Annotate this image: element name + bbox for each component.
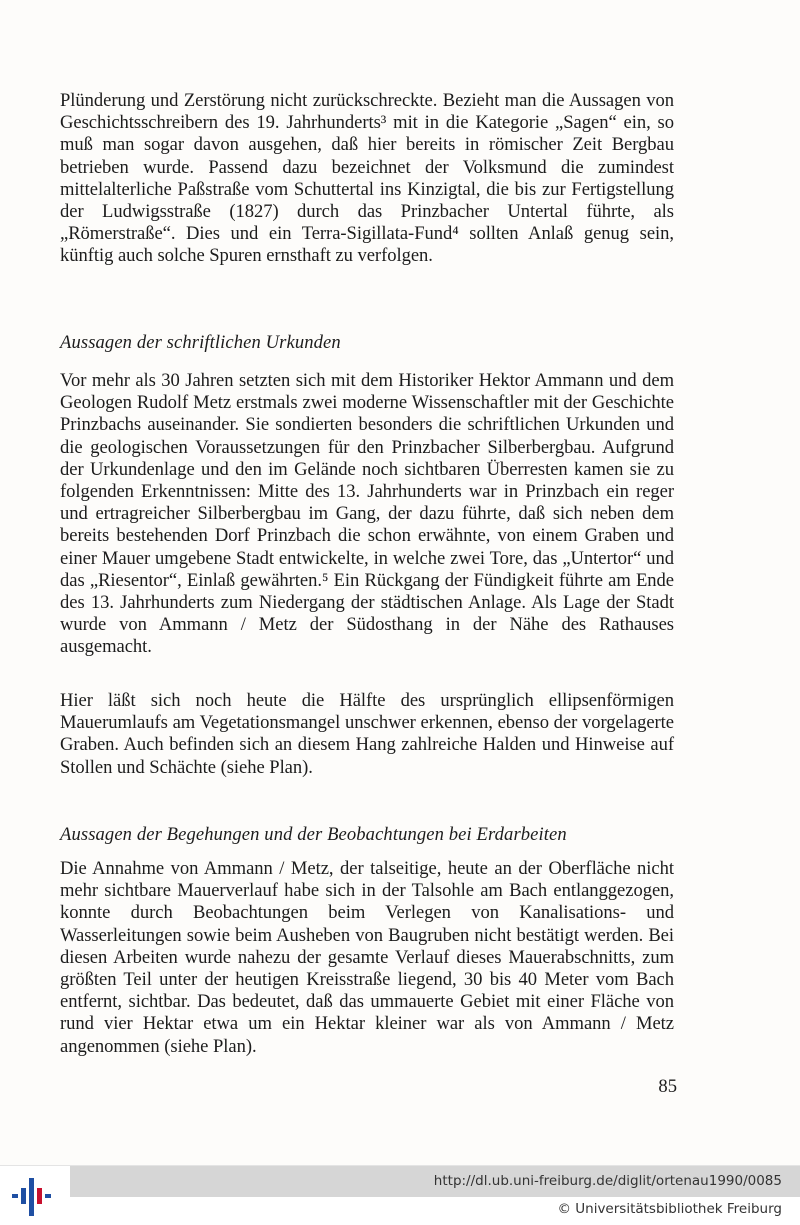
paragraph-4 (60, 858, 674, 1058)
paragraph-2-text: Vor mehr als 30 Jahren setzten sich mit dem Historiker Hektor Ammann und dem Geologen Rudolf Metz erstmals zwei moderne Wissenschaftler mit der Geschichte Prinzbachs auseinander. Sie sondierten besonders die schriftlichen Urkunden und die geologischen Voraussetzungen für den Prinzbacher Silberbergbau. Aufgrund der Urkundenlage und den im Gelände noch sichtbaren Überresten kamen sie zu folgenden Erkenntnissen: Mitte des 13. Jahrhunderts war in Prinzbach ein reger und ertragreicher Silberbergbau im Gang, der dazu führte, daß sich neben dem bereits bestehenden Dorf Prinzbach die schon erwähnte, von einem Graben und einer Mauer umgebene Stadt entwickelte, in welche zwei Tore, das „Untertor“ und das „Riesentor“, Einlaß gewährten.⁵ Ein Rückgang der Fündigkeit führte am Ende des 13. Jahrhunderts zum Niedergang der städtischen Anlage. Als Lage der Stadt wurde von Ammann / Metz der Südosthang in der Nähe des Rathauses ausgemacht. (60, 370, 674, 658)
paragraph-3 (60, 690, 674, 779)
section-heading-urkunden (60, 332, 674, 354)
paragraph-1-text: Plünderung und Zerstörung nicht zurückschreckte. Bezieht man die Aussagen von Geschichtsschreibern des 19. Jahrhunderts³ mit in die Kategorie „Sagen“ ein, so muß man sogar davon ausgehen, daß hier bereits in römischer Zeit Bergbau betrieben wurde. Passend dazu bezeichnet der Volksmund die zumindest mittelalterliche Paßstraße vom Schuttertal ins Kinzigtal, die bis zur Fertigstellung der Ludwigsstraße (1827) durch das Prinzbacher Untertal führte, als „Römerstraße“. Dies und ein Terra-Sigillata-Fund⁴ sollten Anlaß genug sein, künftig auch solche Spuren ernsthaft zu verfolgen. (60, 90, 674, 267)
paragraph-2 (60, 370, 674, 659)
footer-url-link[interactable]: http://dl.ub.uni-freiburg.de/diglit/ortenau1990/0085 (433, 1173, 782, 1189)
footer-bar (0, 1165, 800, 1225)
section-heading-urkunden-text: Aussagen der schriftlichen Urkunden (60, 332, 341, 353)
page-number: 85 (658, 1076, 677, 1097)
section-heading-begehungen-text: Aussagen der Begehungen und der Beobachtungen bei Erdarbeiten (60, 824, 567, 845)
section-heading-begehungen (60, 824, 674, 846)
footer-copyright: © Universitätsbibliothek Freiburg (557, 1201, 782, 1217)
paragraph-3-text: Hier läßt sich noch heute die Hälfte des ursprünglich ellipsenförmigen Mauerumlaufs am Vegetationsmangel unschwer erkennen, ebenso der vorgelagerte Graben. Auch befinden sich an diesem Hang zahlreiche Halden und Hinweise auf Stollen und Schächte (siehe Plan). (60, 690, 674, 778)
ub-freiburg-logo-icon (8, 1174, 54, 1220)
paragraph-1 (60, 90, 674, 268)
paragraph-4-text: Die Annahme von Ammann / Metz, der talseitige, heute an der Oberfläche nicht mehr sichtbare Mauerverlauf habe sich in der Talsohle am Bach entlanggezogen, konnte durch Beobachtungen beim Verlegen von Kanalisations- und Wasserleitungen sowie beim Ausheben von Baugruben nicht bestätigt werden. Bei diesen Arbeiten wurde nahezu der gesamte Verlauf dieses Mauerabschnitts, zum größten Teil unter der heutigen Kreisstraße liegend, 30 bis 40 Meter vom Bach entfernt, sichtbar. Das bedeutet, daß das ummauerte Gebiet mit einer Fläche von rund vier Hektar etwa um ein Hektar kleiner war als von Ammann / Metz angenommen (siehe Plan). (60, 858, 674, 1057)
